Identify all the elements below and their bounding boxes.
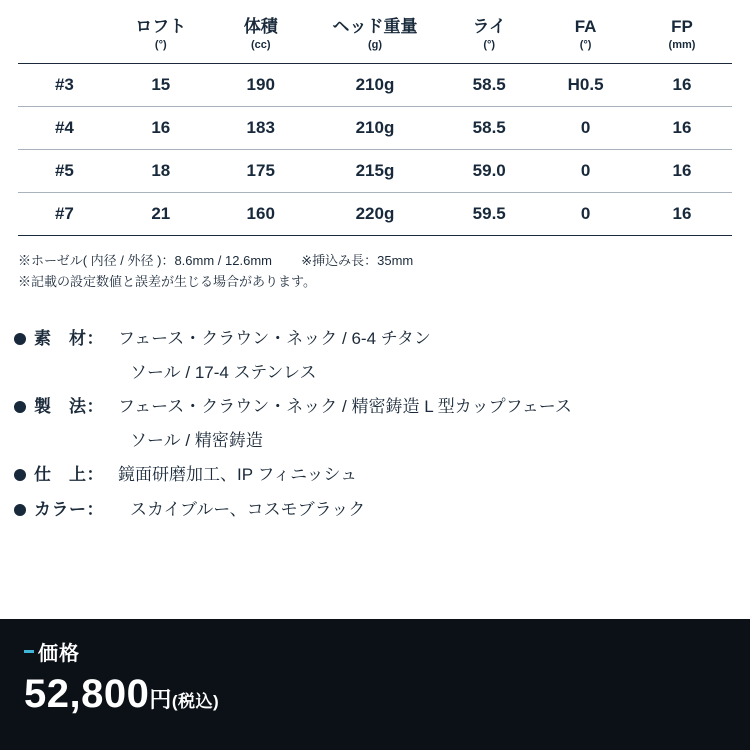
spec-value-construction-line-1: フェース・クラウン・ネック / 精密鋳造 L 型カップフェース [118, 397, 572, 417]
spec-label-material: 素 材： [34, 328, 104, 348]
list-item [14, 327, 750, 385]
cell-volume: 190 [211, 64, 311, 107]
cell-fa: 0 [539, 193, 632, 236]
cell-fa: 0 [539, 107, 632, 150]
spec-table-body [18, 64, 732, 236]
dash-icon [24, 650, 34, 653]
column-header-volume [211, 0, 311, 64]
spec-value-material-line-1: フェース・クラウン・ネック / 6-4 チタン [118, 328, 431, 348]
cell-fa: 0 [539, 150, 632, 193]
list-item [14, 395, 750, 453]
column-header-lie [439, 0, 539, 64]
spec-value-construction [118, 395, 750, 453]
spec-label-construction: 製 法： [34, 397, 104, 417]
bullet-icon [14, 333, 26, 345]
cell-loft: 15 [111, 64, 211, 107]
spec-value-color-line-1: スカイブルー、コスモブラック [130, 500, 366, 520]
cell-head-weight: 210g [311, 107, 440, 150]
cell-model: #3 [18, 64, 111, 107]
bullet-icon [14, 401, 26, 413]
cell-fa: H0.5 [539, 64, 632, 107]
column-header-loft [111, 0, 211, 64]
column-header-fp [632, 0, 732, 64]
spec-value-material [118, 327, 750, 385]
cell-loft: 18 [111, 150, 211, 193]
column-header-fp-unit: (mm) [668, 39, 696, 52]
note-line-2: ※記載の設定数値と誤差が生じる場合があります。 [18, 274, 316, 290]
column-header-head-weight [311, 0, 440, 64]
column-header-fa [539, 0, 632, 64]
list-item [14, 463, 750, 488]
table-row [18, 64, 732, 107]
cell-fp: 16 [632, 193, 732, 236]
column-header-fa-unit: (°) [579, 39, 592, 52]
column-header-loft-label: ロフト [135, 17, 187, 36]
spec-value-finish [118, 463, 750, 488]
spec-table-head [18, 0, 732, 64]
column-header-lie-label: ライ [472, 17, 506, 36]
bullet-icon [14, 504, 26, 516]
spec-label-finish: 仕 上： [34, 465, 104, 485]
table-row [18, 150, 732, 193]
cell-fp: 16 [632, 64, 732, 107]
cell-model: #7 [18, 193, 111, 236]
column-header-lie-unit: (°) [483, 39, 496, 52]
cell-lie: 58.5 [439, 64, 539, 107]
column-header-volume-unit: (cc) [250, 39, 271, 52]
cell-loft: 16 [111, 107, 211, 150]
spec-table [18, 0, 732, 236]
cell-model: #4 [18, 107, 111, 150]
cell-fp: 16 [632, 150, 732, 193]
price-title-label: 価格 [38, 643, 80, 665]
cell-volume: 183 [211, 107, 311, 150]
spec-value-color [130, 498, 750, 523]
bullet-icon [14, 469, 26, 481]
cell-volume: 175 [211, 150, 311, 193]
spec-value-finish-line-1: 鏡面研磨加工、IP フィニッシュ [118, 465, 358, 485]
price-value: 52,800 [24, 672, 150, 716]
cell-lie: 59.0 [439, 150, 539, 193]
price-tax-note: (税込) [171, 692, 220, 711]
cell-head-weight: 220g [311, 193, 440, 236]
note-hosel: ※ホーゼル( 内径 / 外径 )：8.6mm / 12.6mm [18, 253, 272, 268]
spec-label-color: カラー： [34, 500, 104, 520]
cell-head-weight: 210g [311, 64, 440, 107]
price-title [24, 637, 750, 666]
column-header-head-weight-label: ヘッド重量 [332, 17, 418, 36]
cell-fp: 16 [632, 107, 732, 150]
list-item [14, 498, 750, 523]
cell-model: #5 [18, 150, 111, 193]
column-header-loft-unit: (°) [154, 39, 167, 52]
spec-value-material-line-2: ソール / 17-4 ステンレス [130, 362, 317, 382]
table-row [18, 193, 732, 236]
cell-loft: 21 [111, 193, 211, 236]
note-insert-length: ※挿込み長：35mm [301, 253, 414, 268]
column-header-head-weight-unit: (g) [367, 39, 382, 52]
material-spec-list [14, 327, 750, 523]
column-header-volume-label: 体積 [243, 17, 278, 36]
cell-lie: 59.5 [439, 193, 539, 236]
cell-volume: 160 [211, 193, 311, 236]
cell-lie: 58.5 [439, 107, 539, 150]
spec-table-header-row [18, 0, 732, 64]
price-band [0, 619, 750, 750]
price-currency: 円 [149, 687, 172, 712]
price-amount [24, 672, 750, 716]
column-header-fa-label: FA [574, 17, 597, 36]
column-header-model [18, 0, 111, 64]
cell-head-weight: 215g [311, 150, 440, 193]
table-row [18, 107, 732, 150]
note-line-1 [18, 250, 750, 271]
spec-notes [18, 250, 750, 293]
spec-value-construction-line-2: ソール / 精密鋳造 [130, 430, 263, 450]
column-header-fp-label: FP [671, 17, 693, 36]
